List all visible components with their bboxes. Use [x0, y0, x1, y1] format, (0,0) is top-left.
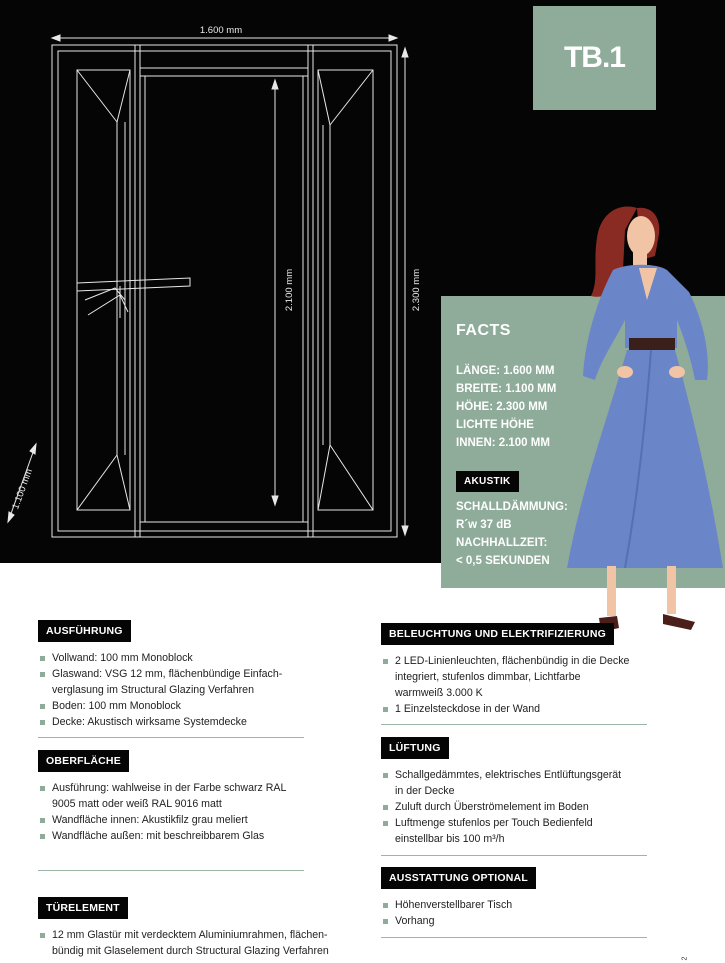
section-title-ausstattung: AUSSTATTUNG OPTIONAL — [381, 867, 536, 889]
section-title-beleuchtung: BELEUCHTUNG UND ELEKTRIFIZIERUNG — [381, 623, 614, 645]
divider — [381, 724, 647, 725]
list-item: 12 mm Glastür mit verdecktem Aluminiumrahmen, flächen-bündig mit Glaselement durch Structural Glazing Verfahren — [38, 927, 338, 959]
list-item: Schallgedämmtes, elektrisches Entlüftungsgerät in der Decke — [381, 767, 631, 799]
lueftung-list — [381, 767, 631, 847]
section-oberflaeche — [38, 750, 308, 844]
acoustic-list — [456, 498, 568, 570]
list-item: Höhenverstellbarer Tisch — [381, 897, 631, 913]
model-badge — [533, 6, 656, 110]
outer-height-dimension-label: 2.300 mm — [411, 268, 422, 312]
fact-width: BREITE: 1.100 MM — [456, 383, 557, 395]
fact-height: HÖHE: 2.300 MM — [456, 401, 548, 413]
list-item: Zuluft durch Überströmelement im Boden — [381, 799, 631, 815]
acoustic-sound-insulation: SCHALLDÄMMUNG: — [456, 501, 568, 513]
fact-length: LÄNGE: 1.600 MM — [456, 365, 555, 377]
list-item: Boden: 100 mm Monoblock — [38, 698, 308, 714]
tuerelement-list — [38, 927, 338, 959]
list-item: Vollwand: 100 mm Monoblock — [38, 650, 308, 666]
woman-illustration — [555, 200, 725, 640]
section-ausfuehrung — [38, 620, 308, 730]
list-item: Luftmenge stufenlos per Touch Bedienfeld einstellbar bis 100 m³/h — [381, 815, 631, 847]
acoustic-reverb: NACHHALLZEIT: — [456, 537, 548, 549]
ausstattung-list — [381, 897, 631, 929]
acoustic-reverb-value: < 0,5 SEKUNDEN — [456, 555, 550, 567]
acoustic-badge: AKUSTIK — [456, 471, 519, 492]
oberflaeche-list — [38, 780, 308, 844]
divider — [381, 855, 647, 856]
section-title-lueftung: LÜFTUNG — [381, 737, 449, 759]
facts-title: FACTS — [456, 322, 511, 339]
section-tuerelement — [38, 897, 338, 959]
divider — [38, 737, 304, 738]
page-number: 2 — [681, 956, 689, 961]
fact-inner-height: INNEN: 2.100 MM — [456, 437, 550, 449]
inner-height-dimension-label: 2.100 mm — [284, 268, 295, 312]
model-title: TB.1 — [563, 41, 625, 74]
depth-dimension-label: 1.100 mm — [10, 467, 36, 511]
section-lueftung — [381, 737, 631, 847]
list-item: Vorhang — [381, 913, 631, 929]
ausfuehrung-list — [38, 650, 308, 730]
divider — [38, 870, 304, 871]
list-item: Ausführung: wahlweise in der Farbe schwarz RAL 9005 matt oder weiß RAL 9016 matt — [38, 780, 308, 812]
width-dimension-label: 1.600 mm — [199, 25, 243, 36]
list-item: Wandfläche innen: Akustikfilz grau meliert — [38, 812, 308, 828]
facts-list — [456, 362, 556, 452]
acoustic-rw-value: R´w 37 dB — [456, 519, 512, 531]
section-ausstattung — [381, 867, 631, 929]
list-item: Wandfläche außen: mit beschreibbarem Glas — [38, 828, 308, 844]
list-item: Glaswand: VSG 12 mm, flächenbündige Einfach-verglasung im Structural Glazing Verfahren — [38, 666, 308, 698]
section-title-ausfuehrung: AUSFÜHRUNG — [38, 620, 131, 642]
list-item: Decke: Akustisch wirksame Systemdecke — [38, 714, 308, 730]
divider — [381, 937, 647, 938]
section-title-tuerelement: TÜRELEMENT — [38, 897, 128, 919]
beleuchtung-list — [381, 653, 631, 717]
list-item: 2 LED-Linienleuchten, flächenbündig in die Decke integriert, stufenlos dimmbar, Lichtfarbe warmweiß 3.000 K — [381, 653, 631, 701]
fact-clear-height: LICHTE HÖHE — [456, 419, 534, 431]
list-item: 1 Einzelsteckdose in der Wand — [381, 701, 631, 717]
section-beleuchtung — [381, 623, 631, 717]
section-title-oberflaeche: OBERFLÄCHE — [38, 750, 129, 772]
